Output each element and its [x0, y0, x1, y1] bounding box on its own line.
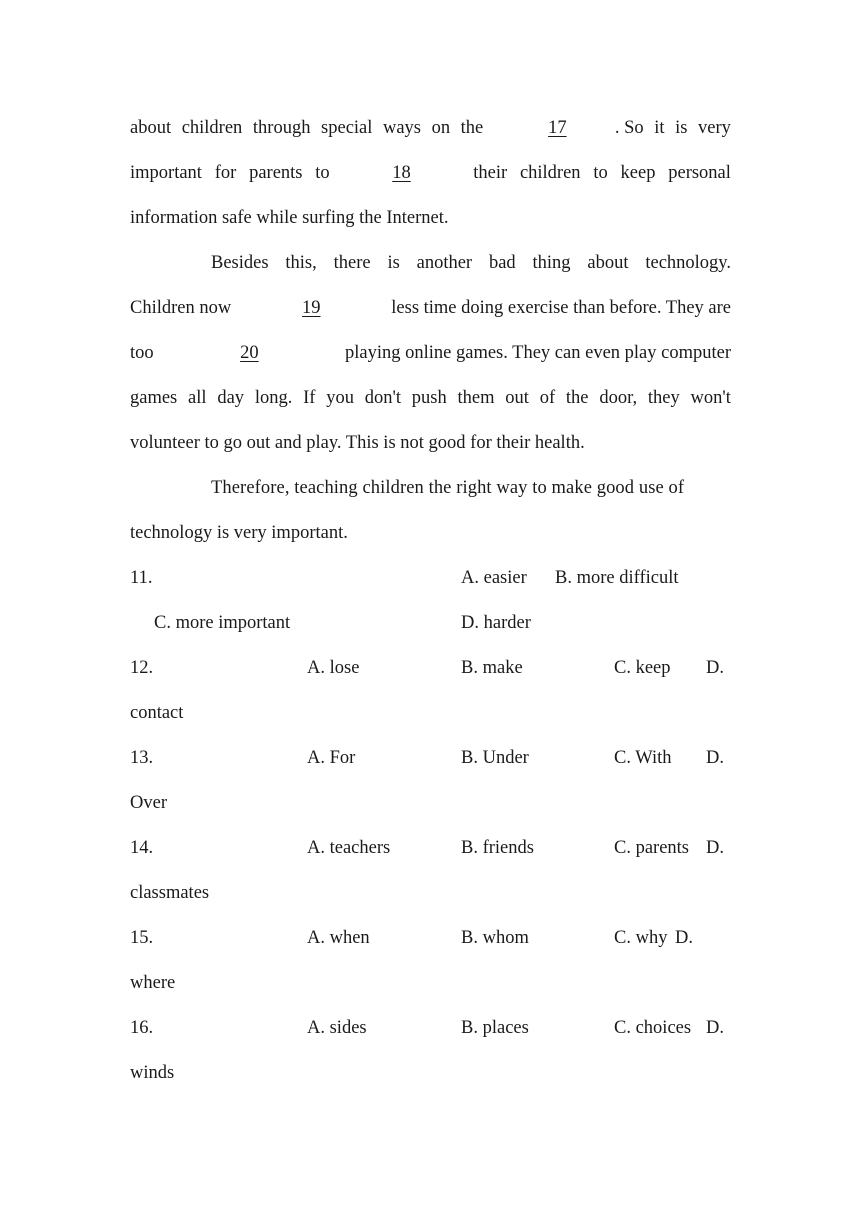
word: through: [252, 118, 311, 138]
blank-20: 20: [240, 343, 259, 363]
word: bad: [488, 253, 516, 273]
word: of: [539, 388, 556, 408]
question-16: [130, 1015, 731, 1041]
word: don't: [364, 388, 401, 408]
option-a: A. lose: [307, 658, 360, 678]
word: there: [333, 253, 371, 273]
blank-19: 19: [302, 298, 321, 318]
option-b: B. places: [461, 1018, 529, 1038]
option-b: B. more difficult: [555, 568, 679, 588]
word: the: [565, 388, 589, 408]
passage-line: information safe while surfing the Internet.: [130, 208, 449, 228]
passage-line: [130, 385, 731, 411]
word: day: [217, 388, 245, 408]
word: keep: [620, 163, 656, 183]
text-segment: less time doing exercise than before. They are: [391, 298, 731, 318]
word: another: [416, 253, 473, 273]
passage-line: [130, 115, 731, 141]
word: children: [519, 163, 581, 183]
option-c: C. With: [614, 748, 672, 768]
option-c: C. keep: [614, 658, 671, 678]
question-12: [130, 655, 731, 681]
question-11-continued: [130, 610, 731, 636]
option-d-text: Over: [130, 793, 167, 813]
option-a: A. For: [307, 748, 356, 768]
blank-17: 17: [548, 118, 567, 138]
word: personal: [668, 163, 731, 183]
word: is: [387, 253, 400, 273]
text-segment: too: [130, 343, 154, 363]
passage-line: [130, 250, 731, 276]
option-b: B. make: [461, 658, 523, 678]
word: If: [303, 388, 316, 408]
word: long.: [254, 388, 293, 408]
word: important: [130, 163, 202, 183]
option-d-text: winds: [130, 1063, 175, 1083]
word: to: [315, 163, 330, 183]
word: to: [593, 163, 608, 183]
text-segment: playing online games. They can even play computer: [345, 343, 731, 363]
question-13: [130, 745, 731, 771]
option-d-prefix: D.: [675, 928, 693, 948]
question-14: [130, 835, 731, 861]
question-number: 11.: [130, 568, 153, 588]
word: . So: [614, 118, 644, 138]
option-d-text: where: [130, 973, 176, 993]
option-b: B. whom: [461, 928, 529, 948]
word: their: [473, 163, 508, 183]
word: they: [647, 388, 680, 408]
option-b: B. Under: [461, 748, 529, 768]
word: about: [587, 253, 629, 273]
word: out: [505, 388, 529, 408]
word: it: [654, 118, 665, 138]
word: you: [326, 388, 354, 408]
option-d-text: contact: [130, 703, 184, 723]
question-number: 12.: [130, 658, 154, 678]
passage-line: [130, 340, 731, 366]
option-d-text: classmates: [130, 883, 210, 903]
word: for: [214, 163, 237, 183]
word: games: [130, 388, 178, 408]
word: won't: [690, 388, 731, 408]
blank-group: [494, 115, 644, 141]
question-number: 16.: [130, 1018, 154, 1038]
option-b: B. friends: [461, 838, 534, 858]
question-15: [130, 925, 731, 951]
option-c: C. parents: [614, 838, 690, 858]
word: technology.: [645, 253, 731, 273]
passage-line: [130, 160, 731, 186]
blank-18: 18: [392, 163, 411, 183]
word: about: [130, 118, 172, 138]
option-d-prefix: D.: [706, 748, 724, 768]
text-segment: Children now: [130, 298, 232, 318]
word: special: [321, 118, 373, 138]
word: the: [460, 118, 484, 138]
word: children: [181, 118, 243, 138]
word: all: [188, 388, 207, 408]
option-a: A. sides: [307, 1018, 367, 1038]
option-a: A. easier: [461, 568, 527, 588]
word: is: [675, 118, 688, 138]
option-d-prefix: D.: [706, 838, 724, 858]
word: Besides: [211, 253, 269, 273]
option-a: A. teachers: [307, 838, 391, 858]
word: ways: [382, 118, 422, 138]
passage-line: [130, 295, 731, 321]
option-c: C. choices: [614, 1018, 692, 1038]
word: door,: [599, 388, 638, 408]
word: them: [457, 388, 495, 408]
word: very: [698, 118, 731, 138]
option-d-prefix: D.: [706, 658, 724, 678]
option-a: A. when: [307, 928, 370, 948]
option-d: D. harder: [461, 613, 531, 633]
passage-line: Therefore, teaching children the right way to make good use of: [211, 478, 685, 498]
question-number: 13.: [130, 748, 154, 768]
option-c: C. why: [614, 928, 668, 948]
option-d-prefix: D.: [706, 1018, 724, 1038]
question-number: 14.: [130, 838, 154, 858]
option-c: C. more important: [154, 613, 291, 633]
word: on: [431, 118, 451, 138]
word: push: [411, 388, 447, 408]
question-number: 15.: [130, 928, 154, 948]
word: thing: [532, 253, 571, 273]
passage-line: technology is very important.: [130, 523, 348, 543]
word: parents: [249, 163, 303, 183]
word: this,: [285, 253, 317, 273]
question-11: [130, 565, 731, 591]
passage-line: volunteer to go out and play. This is not good for their health.: [130, 433, 585, 453]
